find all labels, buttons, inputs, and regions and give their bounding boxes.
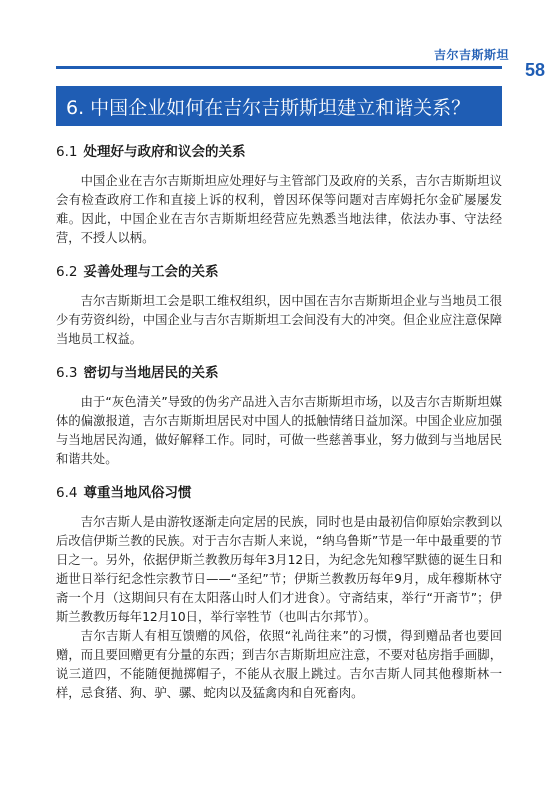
paragraph: 吉尔吉斯斯坦工会是职工维权组织，因中国在吉尔吉斯斯坦企业与当地员工很少有劳资纠纷，中国企业与吉尔吉斯斯坦工会间没有大的冲突。但企业应注意保障当地员工权益。 — [56, 294, 502, 346]
section-number: 6.3 — [56, 365, 78, 381]
running-header-country: 吉尔吉斯斯坦 — [433, 48, 509, 62]
paragraph: 由于“灰色清关”导致的伪劣产品进入吉尔吉斯斯坦市场，以及吉尔吉斯斯坦媒体的偏激报道，吉尔吉斯斯坦居民对中国人的抵触情绪日益加深。中国企业应加强与当地居民沟通，做好解释工作。同时，可做一些慈善事业，努力做到与当地居民和谐共处。 — [56, 395, 502, 466]
section-title: 处理好与政府和议会的关系 — [83, 144, 246, 160]
page-content — [56, 142, 502, 717]
paragraph: 吉尔吉斯人是由游牧逐渐走向定居的民族，同时也是由最初信仰原始宗教到以后改信伊斯兰教的民族。对于吉尔吉斯人来说，“纳乌鲁斯”节是一年中最重要的节日之一。另外，依据伊斯兰教教历每年3月12日，为纪念先知穆罕默德的诞生日和逝世日举行纪念性宗教节日——“圣纪”节；伊斯兰教教历每年9月，成年穆斯林守斋一个月（这期间只有在太阳落山时人们才进食）。守斋结束，举行“开斋节”；伊斯兰教教历每年12月10日，举行宰牲节（也叫古尔邦节）。 — [56, 515, 502, 624]
section-title: 妥善处理与工会的关系 — [83, 264, 219, 280]
section-title: 尊重当地风俗习惯 — [83, 485, 192, 501]
section-number: 6.4 — [56, 485, 78, 501]
section-number: 6.1 — [56, 144, 78, 160]
chapter-title: 6. 中国企业如何在吉尔吉斯斯坦建立和谐关系？ — [66, 96, 471, 119]
header-rule — [56, 66, 502, 69]
section-6-1 — [56, 142, 502, 248]
section-6-3 — [56, 363, 502, 469]
paragraph: 中国企业在吉尔吉斯斯坦应处理好与主管部门及政府的关系，吉尔吉斯斯坦议会有检查政府工作和直接上诉的权利，曾因环保等问题对吉库姆托尔金矿屡屡发难。因此，中国企业在吉尔吉斯斯坦经营应先熟悉当地法律，依法办事、守法经营，不授人以柄。 — [56, 174, 502, 245]
chapter-title-bar — [56, 86, 502, 126]
paragraph: 吉尔吉斯人有相互馈赠的风俗，依照“礼尚往来”的习惯，得到赠品者也要回赠，而且要回赠更有分量的东西；到吉尔吉斯斯坦应注意，不要对毡房指手画脚，说三道四，不能随便抛掷帽子，不能从衣服上跳过。吉尔吉斯人同其他穆斯林一样，忌食猪、狗、驴、骡、蛇肉以及猛禽肉和自死畜肉。 — [56, 629, 502, 700]
section-heading — [56, 483, 502, 503]
section-heading — [56, 142, 502, 162]
section-heading — [56, 363, 502, 383]
section-title: 密切与当地居民的关系 — [83, 365, 219, 381]
section-number: 6.2 — [56, 264, 78, 280]
section-6-4 — [56, 483, 502, 703]
section-heading — [56, 262, 502, 282]
section-6-2 — [56, 262, 502, 349]
page-number: 58 — [524, 60, 545, 80]
